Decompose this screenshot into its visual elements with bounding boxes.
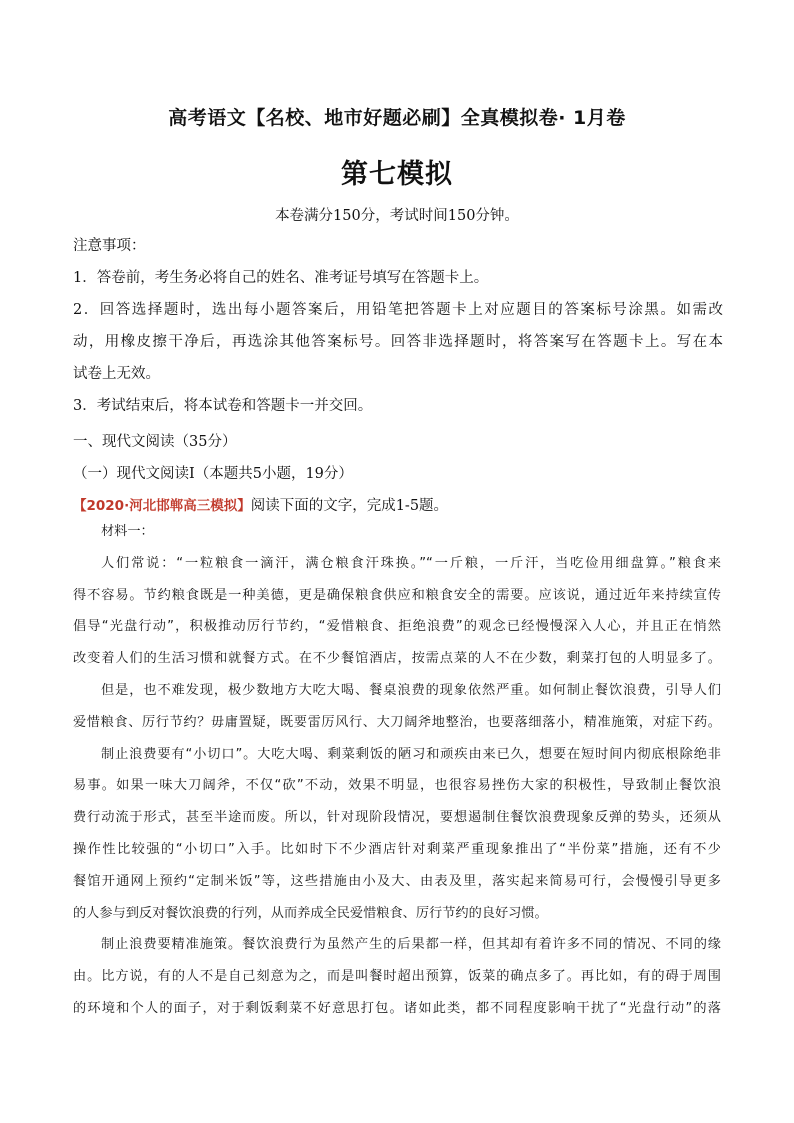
passage-line: 改变着人们的生活习惯和就餐方式。在不少餐馆酒店，按需点菜的人不在少数，剩菜打包的人明显多了。	[73, 651, 721, 667]
instruction-line: 2．回答选择题时，选出每小题答案后，用铅笔把答题卡上对应题目的答案标号涂黑。如需改	[73, 302, 723, 318]
passage-line: 的环境和个人的面子，对于剩饭剩菜不好意思打包。诸如此类，都不同程度影响干扰了“光盘行动”的落	[73, 1000, 721, 1016]
passage-line: 倡导“光盘行动”，积极推动厉行节约，“爱惜粮食、拒绝浪费”的观念已经慢慢深入人心，并且正在悄然	[73, 619, 721, 635]
instructions-heading: 注意事项：	[73, 238, 146, 254]
material-label: 材料一：	[101, 524, 154, 539]
section-title: 一、现代文阅读（35分）	[73, 434, 237, 450]
passage-line: 操作性比较强的“小切口”入手。比如时下不少酒店针对剩菜严重现象推出了“半份菜”措施，还有不少	[73, 841, 721, 857]
subsection-heading	[73, 458, 723, 490]
passage-line: 餐馆开通网上预约“定制米饭”等，这些措施由小及大、由表及里，落实起来简易可行，会慢慢引导更多	[73, 873, 721, 889]
passage-line: 爱惜粮食、厉行节约？毋庸置疑，既要雷厉风行、大刀阔斧地整治，也要落细落小，精准施策，对症下药。	[73, 714, 721, 730]
instructions-section	[73, 230, 723, 422]
passage-line: 制止浪费要有“小切口”。大吃大喝、剩菜剩饭的陋习和顽疾由来已久，想要在短时间内彻底根除绝非	[101, 746, 721, 762]
passage-line: 得不容易。节约粮食既是一种美德，更是确保粮食供应和粮食安全的需要。应该说，通过近年来持续宣传	[73, 587, 721, 603]
passage-line: 费行动流于形式，甚至半途而废。所以，针对现阶段情况，要想遏制住餐饮浪费现象反弹的势头，还须从	[73, 810, 721, 826]
exam-info: 本卷满分150分，考试时间150分钟。	[275, 208, 519, 224]
passage-line: 人们常说：“一粒粮食一滴汗，满仓粮食汗珠换。”“一斤粮，一斤汗，当吃俭用细盘算。”粮食来	[101, 555, 721, 571]
section-heading	[73, 426, 723, 458]
passage-line: 的人参与到反对餐饮浪费的行列，从而养成全民爱惜粮食、厉行节约的良好习惯。	[73, 905, 548, 921]
passage-line: 易事。如果一味大刀阔斧，不仅“砍”不动，效果不明显，也很容易挫伤大家的积极性，导致制止餐饮浪	[73, 778, 721, 794]
instruction-line: 动，用橡皮擦干净后，再选涂其他答案标号。回答非选择题时，将答案写在答题卡上。写在本	[73, 334, 723, 350]
passage-line: 但是，也不难发现，极少数地方大吃大喝、餐桌浪费的现象依然严重。如何制止餐饮浪费，引导人们	[101, 682, 721, 698]
instruction-line: 1．答卷前，考生务必将自己的姓名、准考证号填写在答题卡上。	[73, 270, 489, 286]
instruction-line: 3．考试结束后，将本试卷和答题卡一并交回。	[73, 398, 373, 414]
passage-line: 制止浪费要精准施策。餐饮浪费行为虽然产生的后果都一样，但其却有着许多不同的情况、不同的缘	[101, 937, 721, 953]
reading-instruction: 阅读下面的文字，完成1-5题。	[250, 498, 449, 514]
subsection-title: （一）现代文阅读Ⅰ（本题共5小题，19分）	[73, 466, 353, 482]
exam-title: 第七模拟	[341, 159, 453, 190]
reading-passage	[73, 516, 721, 1025]
instruction-line: 试卷上无效。	[73, 366, 160, 382]
passage-line: 由。比方说，有的人不是自己刻意为之，而是叫餐时超出预算，饭菜的确点多了。再比如，有的碍于周围	[73, 969, 721, 985]
exam-series-title: 高考语文【名校、地市好题必刷】全真模拟卷· 1月卷	[168, 107, 626, 129]
source-tag: 【2020·河北邯郸高三模拟】	[73, 498, 251, 514]
